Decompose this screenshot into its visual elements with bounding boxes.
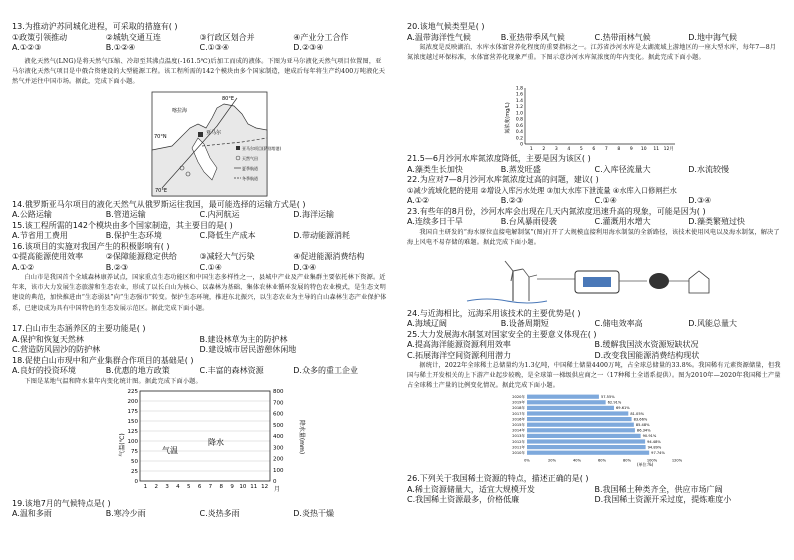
climate-left-tick: 50 [131,458,138,465]
q23-option-b: B.台风暴雨侵袭 [500,217,557,226]
q24-options [407,319,782,330]
passage-rare-earth: 据统计，2022年全球稀土总储量约为1.3亿吨，中国稀土储量4400万吨，占全球总储量的33.8%。我国稀有元素资源储量，但我国与稀土开发相关的上下游产业起步较晚，是全球第一梯级供应商之一（17种稀土全谱系提供）。图为2010年—2020年我国稀土产量占全球稀土产量的比例变化情况。据此完成下面小题。 [407,362,781,390]
climate-x-tick: 3 [165,483,169,490]
climate-x-tick: 12 [261,483,269,490]
map-place-label: 亚马尔 [206,129,222,136]
q21-stem: 21.5—6月沙河水库氮浓度降低，主要是因为该区( ) [407,154,591,163]
q14-stem: 14.俄罗斯亚马尔项目的液化天然气从俄罗斯运往我国，最可能选择的运输方式是( ) [12,199,306,209]
q18-option-d: D.众多的重工企业 [293,366,358,375]
rare-earth-value-label: 83.66% [633,417,648,422]
rare-earth-year-label: 2012年 [512,439,525,444]
rare-earth-year-label: 2018年 [512,406,525,411]
q16-option-c: C.①④ [199,262,222,272]
q21-option-b: B.蒸发旺盛 [500,164,541,174]
q23-option-d: D.藻类繁殖过快 [688,217,745,226]
climate-x-tick: 7 [208,483,213,490]
rare-earth-x-tick: 40% [573,458,581,463]
rare-earth-year-label: 2014年 [512,428,525,433]
climate-x-tick: 11 [250,483,258,490]
nitrogen-x-tick: 5 [579,147,583,152]
rare-earth-value-label: 85.48% [635,423,650,427]
climate-x-tick: 6 [197,483,202,490]
passage-hydrogen: 我国自主研发的“海水原位直接电解制氢”(图)打开了大规模直接利用海水制氢的全新路径，该技术使用风电以及海水制氢，解决了海上风电不易存储的难题。据此完成下面小题。 [407,228,780,246]
rare-earth-bar [527,428,635,432]
q26-option-d: D.我国稀土资源开采过度，提炼难度小 [594,495,732,504]
passage-nitrogen: 氮浓度是反映湖泊、水库水体富营养化程度的重要指标之一。江苏省沙河水库是太湖流域上游地区的一座大型水库，每年7—8月氮浓度越过环保标准，水体富营养化现象严重。下图示意沙河水库氮浓度的年内变化。据此完成下面小题。 [407,44,777,62]
rare-earth-x-tick: 80% [623,458,631,463]
climate-left-tick: 175 [127,408,138,415]
q18-option-a: A.良好的投资环境 [12,366,76,375]
rare-earth-x-tick: 120% [671,458,683,463]
climate-right-tick: 800 [273,388,284,395]
q22-items: ①减少流域化肥的使用 ②增设入库污水处理 ③加大水库下泄流量 ④水库入口修闸拦水 [407,185,677,195]
q23-options [407,217,782,228]
q19-option-c: C.炎热多雨 [199,509,240,519]
rare-earth-x-tick: 100% [646,458,658,463]
nitrogen-y-tick: 1.8 [515,86,523,92]
nitrogen-y-tick: 1.6 [515,92,523,98]
rare-earth-year-label: 2019年 [512,400,525,405]
climate-chart-svg [12,387,387,499]
nitrogen-x-tick: 12月 [663,147,674,152]
q15-option-c: C.降低生产成本 [199,231,256,240]
q14-option-c: C.内河航运 [199,210,240,219]
rare-earth-bar [527,439,645,443]
wind-turbine-icon [505,261,537,301]
passage-lng: 液化天然气(LNG)是将天然气压缩、冷却至其沸点温度(-161.5℃)后加工而成的液体。下图为亚马尔液化天然气项目位置图，亚马尔液化天然气项目是中俄合资建设的大型能源工程。该工程所需的142个模块由多个国家制造，建成后每年将生产约400万吨液化天然气并运往中国市场。据此，完成下面小题。 [12,57,386,85]
q16-item: ①提高能源使用效率 [12,252,84,261]
q19-option-a: A.温和多雨 [12,509,52,519]
q22-option-b: B.②③ [500,196,524,205]
rare-earth-bar [527,395,599,399]
q22-stem: 22.为应对7—8月沙河水库氮浓度过高的问题，建议( ) [407,175,599,184]
rare-earth-bar [527,423,634,427]
rare-earth-value-label: 90.91% [642,434,657,439]
q13-option-c: C.①③④ [199,43,230,52]
right-column [407,22,782,554]
legend-item: 天然气田 [242,155,258,161]
rare-earth-year-label: 2013年 [512,434,525,439]
climate-right-tick: 600 [273,411,284,418]
rare-earth-year-label: 2016年 [512,417,525,422]
q26-stem: 26.下列关于我国稀土资源的特点，描述正确的是( ) [407,474,589,483]
rare-earth-x-tick: 20% [548,458,556,463]
climate-ylabel-right: 降水量(mm) [298,419,305,454]
nitrogen-y-tick: 0.6 [515,123,523,129]
climate-right-tick: 200 [273,456,284,463]
nitrogen-x-tick: 3 [554,147,558,152]
q16-item: ④促进能源消费结构 [293,252,365,261]
nitrogen-x-tick: 2 [542,147,546,152]
yamal-map [12,88,387,200]
q14-options [12,210,387,221]
climate-right-tick: 700 [273,399,284,406]
q20-stem: 20.该地气候类型是( ) [407,22,485,31]
climate-xlabel: 月 [274,485,281,493]
nitrogen-y-tick: 1.2 [515,105,523,111]
q23-option-a: A.连续多日干旱 [407,217,463,226]
rare-earth-value-label: 62.91% [607,400,622,405]
climate-right-tick: 300 [273,444,284,451]
q21-option-c: C.入库径流量大 [594,164,651,174]
q24-option-d: D.风能总量大 [688,319,737,328]
rare-earth-value-label: 69.61% [616,406,630,411]
rare-earth-chart-svg [407,392,782,474]
q15-option-b: B.保护生态环境 [105,231,162,240]
rare-earth-value-label: 94.48% [647,439,661,444]
precip-curve-label: 降水 [208,437,224,447]
passage-climate: 下图是某地气温和降水量年内变化统计图。据此完成下面小题。 [24,377,202,385]
yamal-map-figure [12,88,387,200]
hydrogen-tank-icon [649,273,669,289]
q24-stem: 24.与近海相比，远海采用该技术的主要优势是( ) [407,308,581,318]
q20-options [407,33,782,44]
nitrogen-chart [407,84,782,154]
rare-earth-bar [527,406,614,410]
q25-option-b: B.缓解我国淡水资源短缺状况 [594,340,699,349]
nitrogen-x-tick: 9 [629,147,633,152]
q14-option-d: D.海洋运输 [293,210,334,219]
q18-stem: 18.促使白山市现中和产业集群合作项目的基础是( ) [12,355,194,365]
temp-curve-label: 气温 [162,445,178,455]
q26-option-a: A.稀土资源储量大，适宜大规模开发 [407,484,535,494]
q13-item: ②城轨交通互连 [105,32,161,42]
q25-option-d: D.改变我国能源消费结构现状 [594,350,700,360]
legend-item: 冬季航道 [242,175,258,181]
q19-stem: 19.该地7月的气候特点是( ) [12,498,111,508]
q16-stem: 16.该项目的实施对我国产生的积极影响有( ) [12,241,170,251]
climate-right-tick: 400 [273,433,284,440]
climate-left-tick: 200 [127,398,138,405]
rare-earth-year-label: 2010年 [512,451,525,455]
map-lat-label: 70°N [154,133,167,140]
rare-earth-value-label: 57.55% [600,395,615,399]
nitrogen-x-tick: 6 [592,147,596,152]
rare-earth-bar [527,434,641,438]
q24-option-c: C.储电效率高 [594,319,643,328]
rare-earth-bar [527,411,628,415]
rare-earth-value-label: 86.34% [636,428,651,433]
climate-x-tick: 5 [187,483,191,490]
q13-option-a: A.①②③ [12,43,42,52]
climate-left-tick: 125 [127,428,138,435]
q16-items [12,252,387,263]
q15-options [12,231,387,242]
q25-options [407,340,782,361]
rare-earth-x-tick: 60% [598,458,606,463]
project-marker-icon [198,132,203,137]
rare-earth-bar [527,417,632,421]
climate-right-tick: 500 [273,422,284,429]
climate-left-tick: 150 [127,418,138,425]
climate-left-tick: 0 [134,478,138,485]
climate-x-tick: 1 [143,483,148,490]
q21-option-a: A.藻类生长加快 [407,164,463,174]
climate-right-tick: 0 [273,478,277,485]
climate-plot-frame [140,391,270,481]
q22-option-c: C.①④ [594,196,617,205]
q16-options [12,263,387,274]
nitrogen-x-tick: 10 [640,147,647,152]
rare-earth-bar [527,400,606,404]
q13-option-d: D.②③④ [293,43,324,52]
q16-option-a: A.①② [12,262,35,272]
climate-left-tick: 25 [131,468,138,475]
q15-option-d: D.带动能源消耗 [293,231,350,240]
q23-stem: 23.有些年的8月份，沙河水库会出现在几天内氮浓度迅速升高的现象，可能是因为( ) [407,206,706,216]
q18-option-c: C.丰富的森林资源 [199,366,264,375]
q13-items [12,33,387,44]
hydrogen-diagram [407,249,782,309]
map-sea-label: 喀拉海 [172,107,188,114]
q17-stem: 17.白山市生态涵养区的主要功能是( ) [12,324,146,333]
q17-option-b: B.建设林草为主的防护林 [199,334,288,344]
passage-baishan: 白山市是我国首个全域森林康养试点，国家重点生态功能区和中国生态多样性之一，县城中产业及产业集群主要依托林下资源。近年来，该市大力发展生态旅游和生态农业，形成了以长白山为核心、以森林为基础、集体农林业循环发展的特色农业模式，是生态文明建设的典范，加快推进由“生态弱县”向“生态强市”转变。保护生态环境，推进东北振兴，以生态农业为主导的白山森林生态产业保护体系，已建设成为具有中国特色的生态发展示范区。据此完成下面小题。 [12,274,387,312]
q14-option-a: A.公路运输 [12,210,52,219]
nitrogen-y-tick: 0.2 [515,136,523,142]
climate-right-tick: 100 [273,467,284,474]
q20-option-b: B.亚热带季风气候 [500,32,565,42]
q13-item: ①政策引领推动 [12,32,68,42]
nitrogen-y-tick: 0.4 [515,130,523,136]
nitrogen-x-tick: 11 [653,147,660,152]
q16-option-d: D.③④ [293,262,317,272]
q21-option-d: D.水流较慢 [688,164,729,174]
rare-earth-year-label: 2017年 [512,411,525,416]
q26-option-b: B.我国稀土种类齐全，供应市场广阔 [594,484,723,494]
nitrogen-x-tick: 8 [617,147,621,152]
house-icon [689,271,709,293]
nitrogen-y-tick: 0.8 [515,117,523,123]
q25-option-c: C.拓展海洋空间资源利用潜力 [407,350,512,360]
rare-earth-value-label: 94.89% [647,445,662,450]
q18-option-b: B.优惠的地方政策 [105,366,170,375]
rare-earth-value-label: 81.05% [630,411,645,416]
q15-option-a: A.节省用工费用 [12,231,68,240]
nitrogen-y-tick: 1.0 [515,111,523,117]
rare-earth-chart [407,392,782,474]
climate-left-tick: 100 [127,438,138,445]
q20-option-a: A.温带海洋性气候 [407,32,471,42]
map-lon-label: 70°E [155,187,168,194]
climate-x-tick: 4 [176,483,180,490]
climate-x-tick: 9 [230,483,234,490]
rare-earth-unit: (单位:%) [637,462,654,467]
nitrogen-y-tick: 1.4 [515,98,523,104]
q14-option-b: B.管道运输 [105,210,146,219]
legend-item: 夏季航道 [242,165,258,171]
q16-item: ②保障能源稳定供给 [105,252,177,261]
q18-options [12,366,387,377]
q25-stem: 25.大力发展海水制氢对国家安全的主要意义体现在( ) [407,329,597,339]
nitrogen-ylabel: 氮浓度(mg/L) [505,102,511,134]
climate-x-tick: 10 [239,483,247,490]
nitrogen-x-tick: 1 [529,147,533,152]
q17-options [12,335,387,356]
rare-earth-year-label: 2011年 [512,445,525,450]
q13-stem: 13.为推动沪苏同城化进程，可采取的措施有( ) [12,22,178,31]
q25-option-a: A.提高海洋能源资源利用效率 [407,340,511,349]
map-lon-label: 80°E [222,95,235,102]
q19-option-d: D.炎热干燥 [293,509,334,519]
rare-earth-bar [527,451,649,455]
q20-option-d: D.地中海气候 [688,32,737,42]
q19-options [12,509,387,520]
climate-left-tick: 75 [131,448,138,455]
climate-x-tick: 2 [154,483,158,490]
q17-option-a: A.保护和恢复天然林 [12,334,84,344]
climate-chart [12,387,387,499]
rare-earth-value-label: 97.74% [651,451,665,455]
q13-option-b: B.①②④ [105,43,136,52]
climate-ylabel-left: 气温(℃) [119,432,126,457]
q26-option-c: C.我国稀土资源最多，价格低廉 [407,495,520,504]
rare-earth-year-label: 2015年 [512,423,525,427]
q21-options [407,165,782,176]
q16-option-b: B.②③ [105,262,129,272]
climate-x-tick: 8 [219,483,223,490]
q17-option-d: D.建设城市居民游憩休闲地 [199,345,297,354]
q22-option-a: A.①② [407,196,430,205]
q13-item: ④产业分工合作 [293,32,349,42]
q23-option-c: C.灌溉用水增大 [594,217,651,226]
rare-earth-year-label: 2020年 [512,395,525,399]
nitrogen-x-tick: 4 [567,147,571,152]
q24-option-a: A.海域辽阔 [407,319,447,328]
q17-option-c: C.营造防风固沙的防护林 [12,345,101,354]
rare-earth-x-tick: 0% [524,458,530,463]
q24-option-b: B.设备周期短 [500,319,549,328]
q26-options [407,485,782,506]
q13-item: ③行政区划合并 [199,32,255,42]
left-column [12,22,387,554]
nitrogen-chart-svg [407,84,782,154]
q16-item: ③减轻大气污染 [199,252,255,261]
q13-options [12,43,387,54]
nitrogen-y-tick: 0 [520,142,523,148]
hydrogen-diagram-svg [407,249,782,309]
rare-earth-bar [527,445,646,449]
q19-option-b: B.寒冷少雨 [105,509,146,519]
climate-left-tick: 225 [127,388,138,395]
q20-option-c: C.热带雨林气候 [594,32,651,42]
legend-item: 亚马尔项目(萨别塔港) [242,145,282,151]
q15-stem: 15.该工程所需的142个模块由多个国家制造，其主要目的是( ) [12,220,233,230]
q22-option-d: D.③④ [688,196,712,205]
nitrogen-x-tick: 7 [604,147,608,152]
q22-options [407,196,782,207]
